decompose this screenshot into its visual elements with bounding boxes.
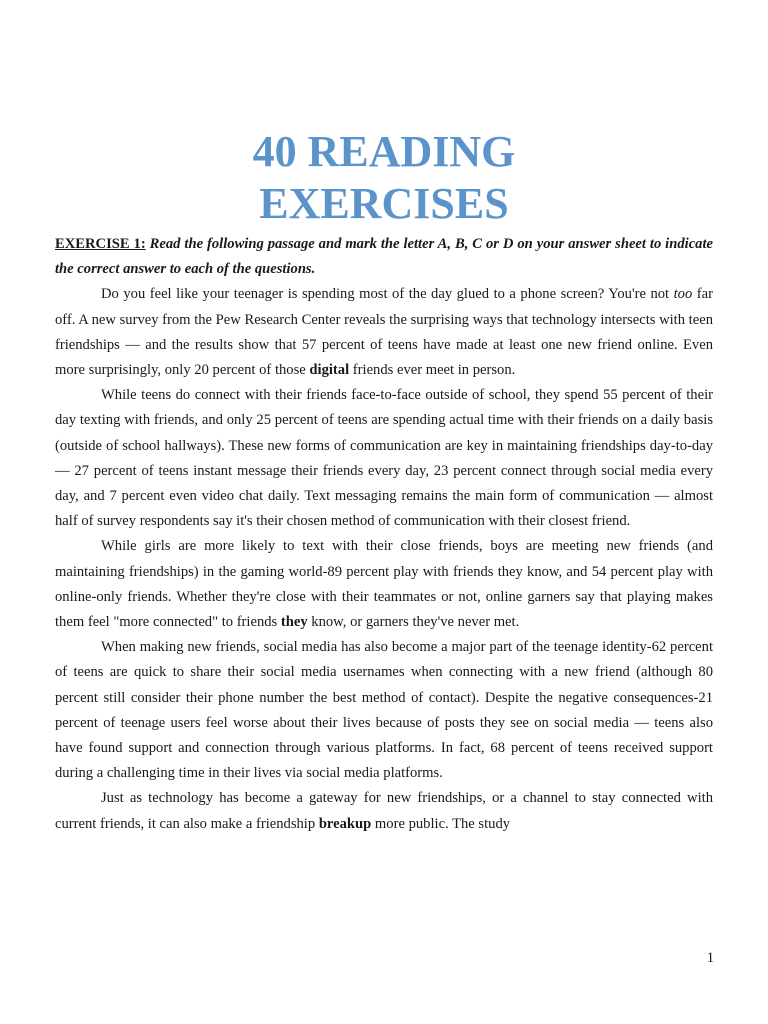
exercise-label: EXERCISE 1: bbox=[55, 236, 146, 252]
title-line-1: 40 READING bbox=[252, 127, 516, 176]
paragraph-1-bold: digital bbox=[309, 362, 350, 379]
paragraph-1 bbox=[55, 282, 713, 383]
paragraph-5 bbox=[55, 786, 713, 836]
paragraph-5-part-2: more public. The study bbox=[371, 815, 511, 832]
paragraph-2: While teens do connect with their friends face-to-face outside of school, they spend 55 percent of their day texting with friends, and only 25 percent of teens are spending actual time with their friends on a daily basis (outside of school hallways). These new forms of communication are key in maintaining friendships day-to-day — 27 percent of teens instant message their friends every day, 23 percent connect through social media every day, and 7 percent even video chat daily. Text messaging remains the main form of communication — almost half of survey respondents say it's their chosen method of communication with their closest friend. bbox=[55, 387, 713, 530]
paragraph-3-part-1: While girls are more likely to text with their close friends, boys are meeting new friends (and maintaining friendships) in the gaming world-89 percent play with friends they know, and 54 percent play with online-only friends. Whether they're close with their teammates or not, online garners say that playing makes them feel "more connected" to friends bbox=[55, 538, 713, 631]
paragraph-1-part-1: Do you feel like your teenager is spending most of the day glued to a phone screen? You're not bbox=[101, 286, 674, 303]
document-body bbox=[55, 232, 713, 837]
paragraph-3-bold: they bbox=[280, 614, 308, 631]
exercise-heading bbox=[55, 232, 713, 282]
document-title bbox=[22, 126, 746, 230]
paragraph-4: When making new friends, social media has also become a major part of the teenage identity-62 percent of teens are quick to share their social media usernames when connecting with a new friend (although 80 percent still consider their phone number the best method of contact). Despite the negative consequences-21 percent of teenage users feel worse about their lives because of posts they see on social media — teens also have found support and connection through various platforms. In fact, 68 percent of teens received support during a challenging time in their lives via social media platforms. bbox=[55, 639, 713, 782]
document-page bbox=[55, 0, 713, 1024]
exercise-instruction: Read the following passage and mark the letter A, B, C or D on your answer sheet to indicate the correct answer to each of the questions. bbox=[55, 236, 714, 278]
page-number: 1 bbox=[706, 950, 714, 966]
paragraph-1-italic: too bbox=[673, 286, 693, 303]
paragraph-5-bold: breakup bbox=[318, 815, 372, 832]
paragraph-1-part-2: far off. A new survey from the Pew Research Center reveals the surprising ways that technology intersects with teen friendships — and the results show that 57 percent of teens have made at least one new friend online. Even more surprisingly, only 20 percent of those bbox=[55, 286, 713, 379]
paragraph-5-part-1: Just as technology has become a gateway for new friendships, or a channel to stay connected with current friends, it can also make a friendship bbox=[55, 790, 713, 832]
paragraph-1-part-3: friends ever meet in person. bbox=[349, 362, 516, 379]
title-line-2: EXERCISES bbox=[259, 179, 509, 228]
paragraph-3 bbox=[55, 534, 713, 635]
paragraph-3-part-2: know, or garners they've never met. bbox=[307, 614, 520, 631]
